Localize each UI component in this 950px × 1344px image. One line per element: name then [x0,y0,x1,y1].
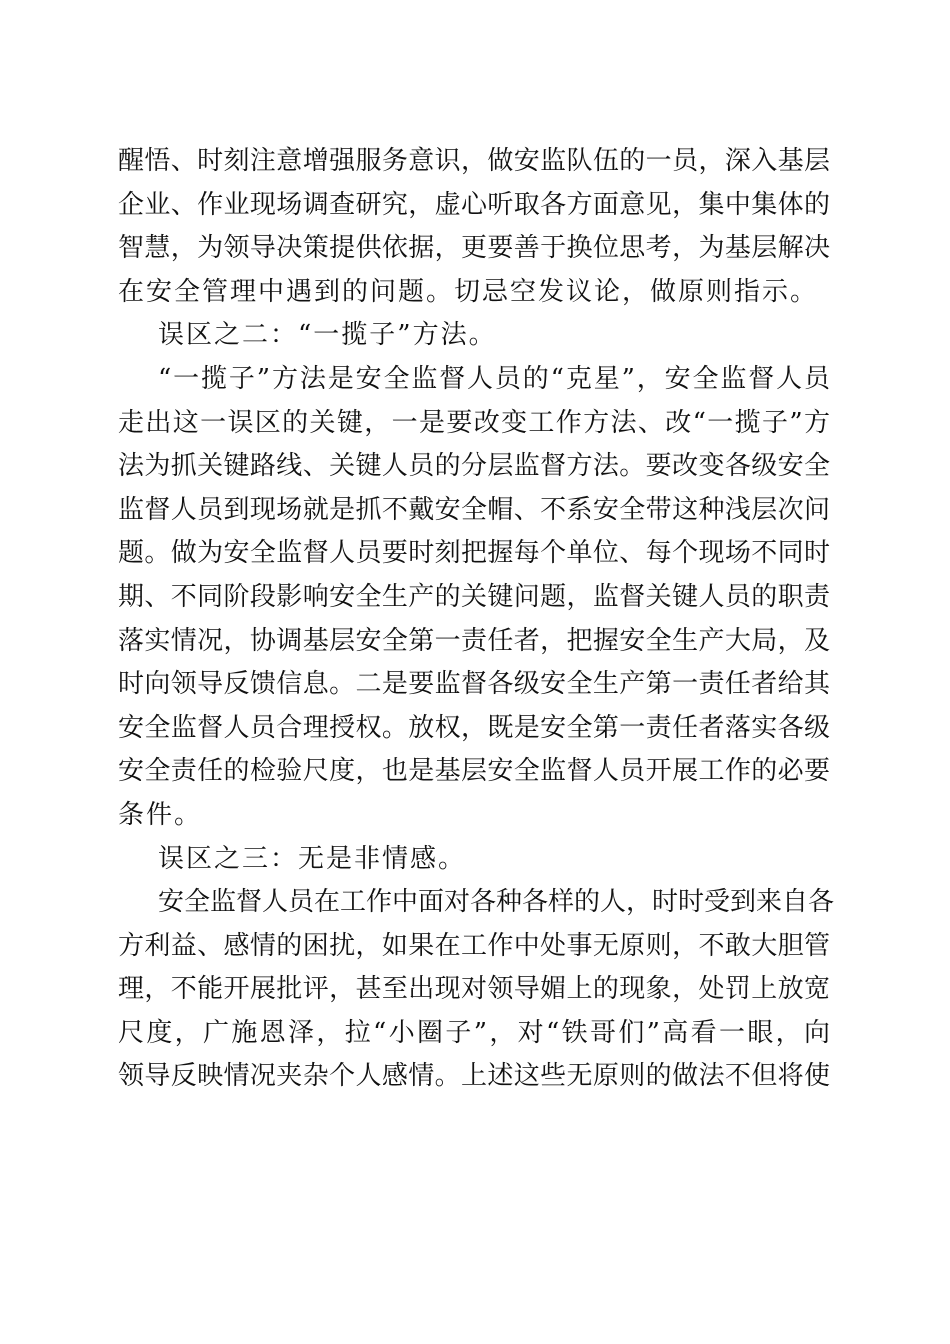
text-line: 监督人员到现场就是抓不戴安全帽、不系安全带这种浅层次问 [118,494,830,525]
text-line: 时向领导反馈信息。二是要监督各级安全生产第一责任者给其 [118,669,830,700]
text-line: 企业、作业现场调查研究，虚心听取各方面意见，集中集体的 [118,189,830,220]
text-line: 安全监督人员在工作中面对各种各样的人，时时受到来自各 [158,887,835,918]
text-line: 落实情况，协调基层安全第一责任者，把握安全生产大局，及 [118,625,830,656]
text-line: 安全责任的检验尺度，也是基层安全监督人员开展工作的必要 [118,756,830,787]
text-line: 在安全管理中遇到的问题。切忌空发议论，做原则指示。 [118,276,819,307]
text-line: 醒悟、时刻注意增强服务意识，做安监队伍的一员，深入基层 [118,146,830,176]
text-line: 走出这一误区的关键，一是要改变工作方法、改“一揽子”方 [118,407,830,438]
text-line: 安全监督人员合理授权。放权，既是安全第一责任者落实各级 [118,712,830,743]
text-line: 尺度，广施恩泽，拉“小圈子”，对“铁哥们”高看一眼，向 [118,1017,830,1048]
text-line: 理，不能开展批评，甚至出现对领导媚上的现象，处罚上放宽 [118,974,830,1005]
text-line: 题。做为安全监督人员要时刻把握每个单位、每个现场不同时 [118,538,830,569]
text-line: 条件。 [118,799,203,830]
text-line: 法为抓关键路线、关键人员的分层监督方法。要改变各级安全 [118,451,830,482]
section-heading: 误区之二：“一揽子”方法。 [158,320,497,351]
text-line: 智慧，为领导决策提供依据，更要善于换位思考，为基层解决 [118,233,830,264]
text-line: “一揽子”方法是安全监督人员的“克星”，安全监督人员 [158,363,830,394]
text-line: 期、不同阶段影响安全生产的关键问题，监督关键人员的职责 [118,581,830,612]
section-heading: 误区之三：无是非情感。 [158,843,467,874]
body-text [118,140,835,1099]
text-line: 方利益、感情的困扰，如果在工作中处事无原则，不敢大胆管 [118,930,830,961]
text-line: 领导反映情况夹杂个人感情。上述这些无原则的做法不但将使 [118,1061,830,1092]
